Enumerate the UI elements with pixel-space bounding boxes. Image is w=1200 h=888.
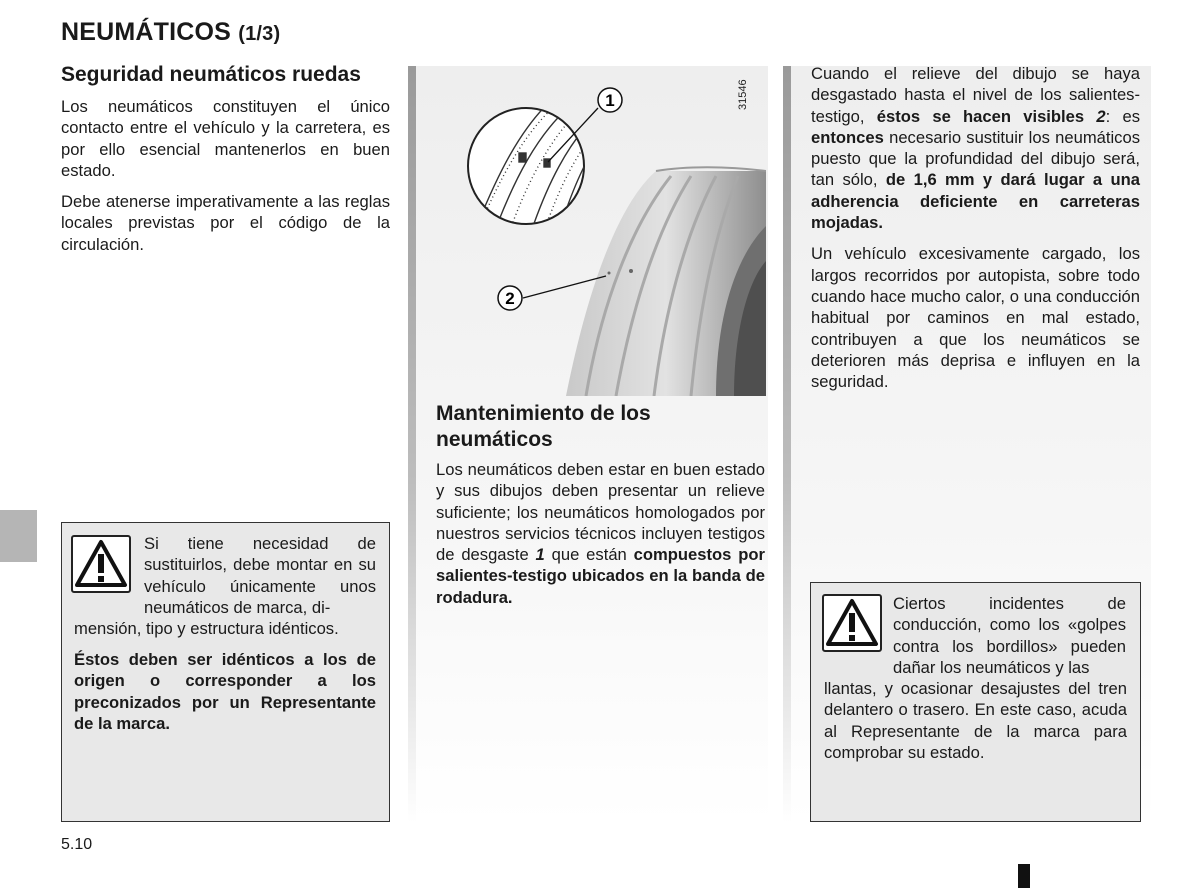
warning-2-intro: Ciertos incidentes de conducción, como los «golpes contra los bordillos» pueden dañar los neumáticos y las [893,594,1126,677]
maintenance-ref-1: 1 [535,545,545,565]
section-wear [811,63,1140,392]
wear-text-a: Cuando el relieve del dibujo se haya desgastado hasta el nivel de los salientes-testigo, [811,64,1140,126]
warning-1-intro: Si tiene necesidad de sustituirlos, debe montar en su vehículo únicamente unos neumáticos de marca, di- [144,534,376,617]
figure-number: 31546 [737,79,749,110]
section-safety-heading: Seguridad neumáticos ruedas [61,63,361,86]
tyre-illustration [416,66,766,396]
page-title [61,18,280,47]
section-safety-paragraph-1: Los neumáticos constituyen el único contacto entre el vehículo y la carretera, es por ello esencial mantenerlos en buen estado. [61,97,390,180]
page-title-text: NEUMÁTICOS [61,18,232,46]
warning-1-continuation: mensión, tipo y estructura idénticos. [74,619,339,638]
page-title-part: (1/3) [238,23,281,45]
column-divider-band-3 [783,66,791,823]
warning-2-continuation: llantas, y ocasionar desajustes del tren delantero o trasero. En este caso, acuda al Representante de la marca para comprobar su estado. [824,679,1127,762]
callout-2: 2 [505,289,515,308]
warning-triangle-icon [71,535,131,593]
wear-text-c: necesario sustituir los neumáticos puesto que la profundidad del dibujo será, tan sólo, [811,127,1140,190]
warning-box-replacement [61,522,390,822]
wear-text-b: : es [1105,106,1140,126]
maintenance-bold: compuestos por salientes-testigo ubicados en la banda de rodadura. [436,545,765,607]
wear-bold-2: entonces [811,127,884,147]
callout-1: 1 [605,91,615,110]
column-divider-band [408,66,416,823]
section-wear-paragraph-2: Un vehículo excesivamente cargado, los largos recorridos por autopista, sobre todo cuando hace mucho calor, o una conducción habitual por caminos en mal estado, contribuyen a que los neumáticos se deterioren más deprisa e influyen en la seguridad. [811,244,1140,392]
wear-ref-2: 2 [1096,106,1106,126]
page-number: 5.10 [61,836,93,853]
wear-bold-1: éstos se hacen visibles [876,106,1085,126]
corner-mark [1018,864,1030,888]
section-wear-paragraph-1 [811,63,1140,233]
warning-box-incidents [810,582,1141,822]
section-maintenance [436,401,765,608]
section-safety-paragraph-2: Debe atenerse imperativamente a las reglas locales previstas por el código de la circulación. [61,192,390,254]
section-maintenance-heading: Mantenimiento de los neumáticos [436,402,651,451]
section-maintenance-paragraph [436,459,765,608]
warning-triangle-icon [822,594,882,652]
section-safety [61,62,390,255]
maintenance-text-b: que están [544,545,634,565]
chapter-tab-marker [0,510,37,562]
warning-1-bold-text: Éstos deben ser idénticos a los de origen o corresponder a los preconizados por un Representante de la marca. [74,650,376,733]
wear-bold-3: de 1,6 mm y dará lugar a una adherencia deficiente en carreteras mojadas. [811,170,1141,233]
maintenance-text-a: Los neumáticos deben estar en buen estado y sus dibujos deben presentar un relieve suficiente; los neumáticos homologados por nuestros servicios técnicos incluyen testigos de desgaste [436,460,765,565]
